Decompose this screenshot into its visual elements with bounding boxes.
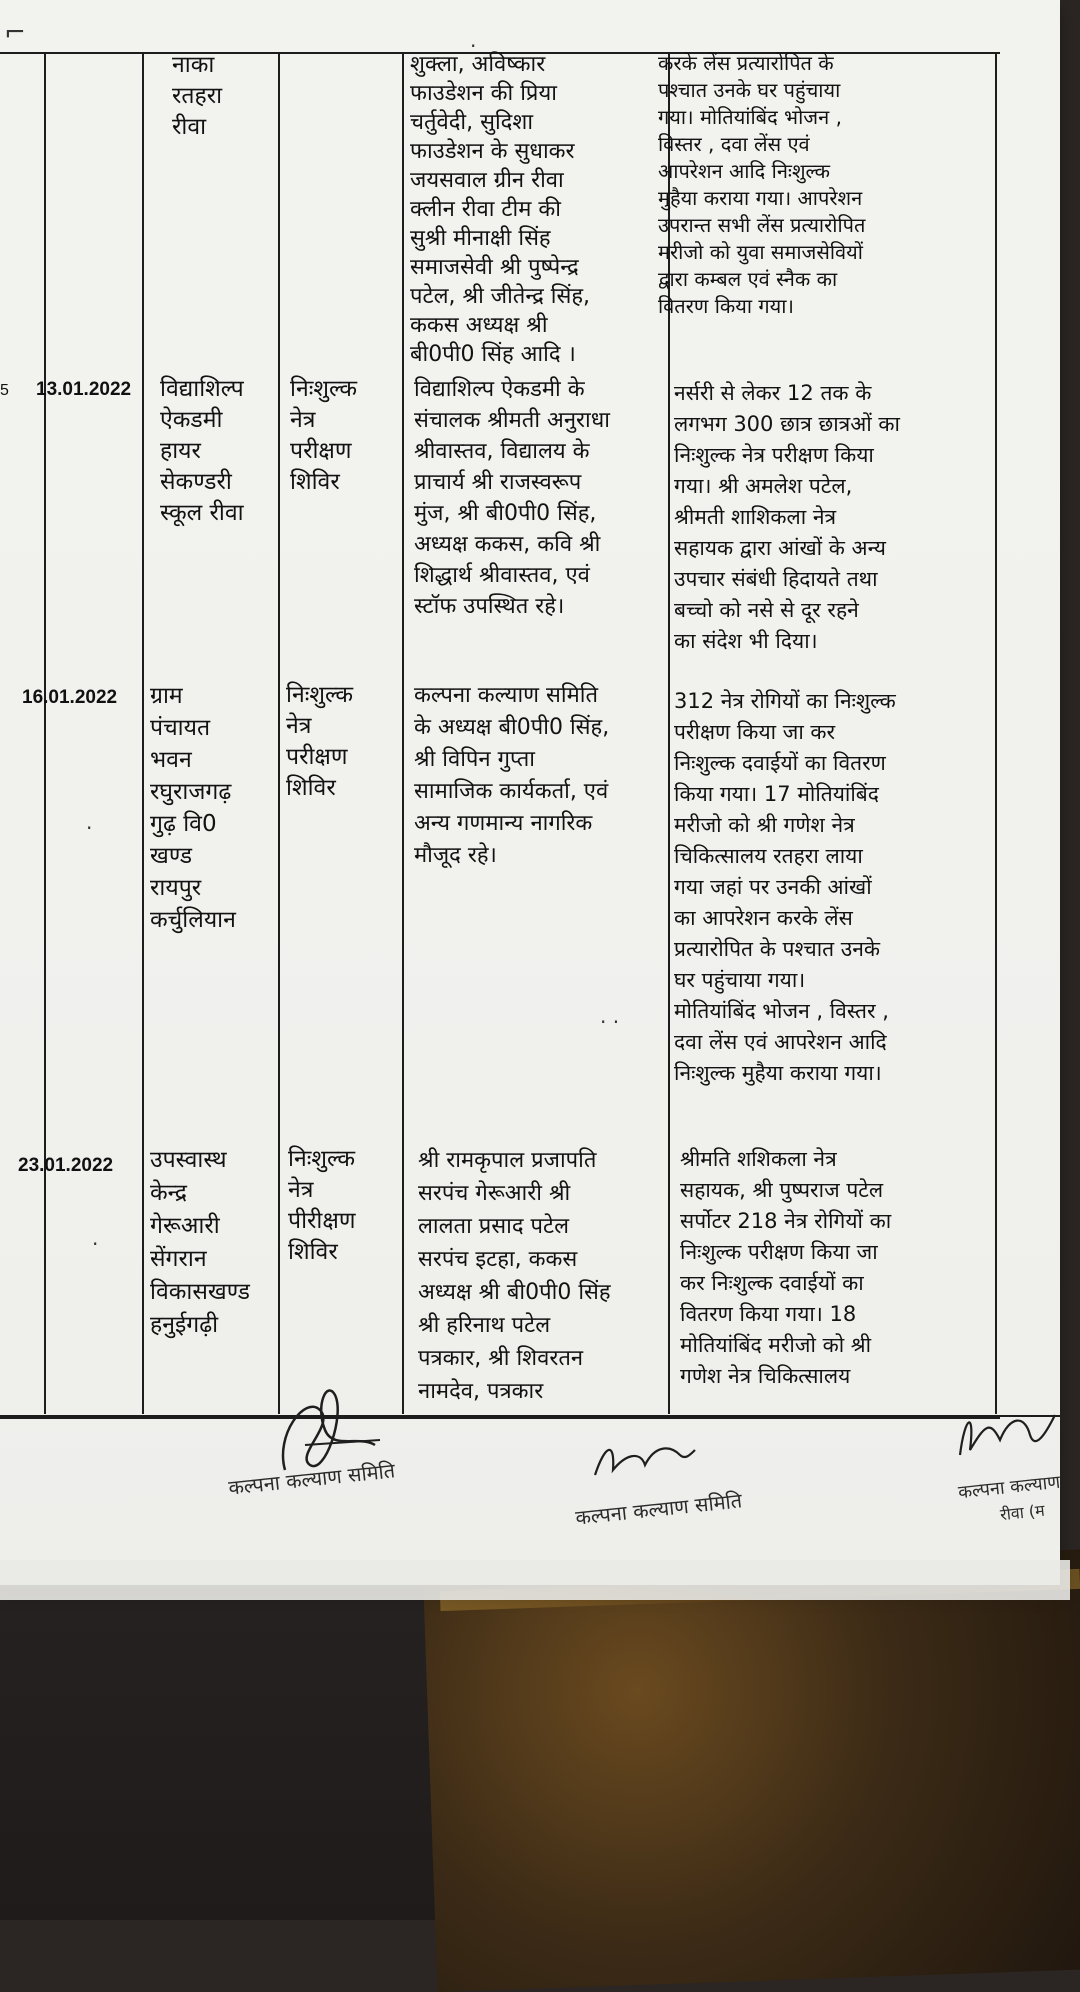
signature-left-caption: कल्पना कल्याण समिति [227, 1458, 397, 1500]
dot-mark: · [470, 34, 477, 58]
dot-mark: · [92, 1232, 99, 1256]
table-cell-activity: निःशुल्क नेत्र परीक्षण शिविर [290, 376, 358, 495]
table-cell-outcome: करके लेंस प्रत्यारोपित के पश्चात उनके घर पहुंचाया गया। मोतियांबिंद भोजन , विस्तर , दवा लेंस एवं आपरेशन आदि निःशुल्क मुहैया कराया गया। आपरेशन उपरान्त सभी लेंस प्रत्यारोपित मरीजो को युवा समाजसेवियों द्वारा कम्बल एवं स्नैक का वितरण किया गया। [658, 51, 866, 318]
table-col-line [44, 52, 46, 1414]
table-cell-outcome: नर्सरी से लेकर 12 तक के लगभग 300 छात्र छात्रओं का निःशुल्क नेत्र परीक्षण किया गया। श्री अमलेश पटेल, श्रीमती शाशिकला नेत्र सहायक द्वारा आंखों के अन्य उपचार संबंधी हिदायते तथा बच्चो को नसे से दूर रहने का संदेश भी दिया। [674, 381, 900, 653]
table-cell-participants: कल्पना कल्याण समिति के अध्यक्ष बी0पी0 सिंह, श्री विपिन गुप्ता सामाजिक कार्यकर्ता, एवं अन्य गणमान्य नागरिक मौजूद रहे। [414, 683, 610, 868]
table-cell-place: विद्याशिल्प ऐकडमी हायर सेकण्डरी स्कूल रीवा [160, 376, 244, 526]
table-cell-place: ग्राम पंचायत भवन रघुराजगढ़ गुढ़ वि0 खण्ड रायपुर कर्चुलियान [150, 683, 236, 933]
table-cell-place: नाका रतहरा रीवा [172, 52, 223, 140]
table-cell-date: 13.01.2022 [36, 379, 132, 400]
table-col-line [402, 52, 404, 1414]
table-cell-participants: विद्याशिल्प ऐकडमी के संचालक श्रीमती अनुराधा श्रीवास्तव, विद्यालय के प्राचार्य श्री राजस्वरूप मुंज, श्री बी0पी0 सिंह, अध्यक्ष ककस, कवि श्री शिद्धार्थ श्रीवास्तव, एवं स्टॉफ उपस्थित रहे। [414, 377, 610, 619]
table-col-line [995, 52, 997, 1414]
dot-mark: · · [600, 1010, 620, 1034]
signature-right [950, 1395, 1060, 1475]
table-cell-activity: निःशुल्क नेत्र पीरीक्षण शिविर [288, 1146, 356, 1265]
paper-stack-edge [0, 1560, 1070, 1600]
table-cell-date: 16.01.2022 [22, 687, 118, 708]
signature-area [0, 1415, 1060, 1575]
signature-right-sub: रीवा (म [999, 1500, 1046, 1525]
dot-mark: · [86, 816, 93, 840]
table-cell-outcome: श्रीमति शशिकला नेत्र सहायक, श्री पुष्पराज पटेल सर्पोटर 218 नेत्र रोगियों का निःशुल्क परीक्षण किया जा कर निःशुल्क दवाईयों का वितरण किया गया। 18 मोतियांबिंद मरीजो को श्री गणेश नेत्र चिकित्सालय [680, 1147, 892, 1388]
table-cell-place: उपस्वास्थ केन्द्र गेरूआरी सेंगरान विकासखण्ड हनुईगढ़ी [150, 1147, 250, 1338]
table-cell-sno: 5 [0, 382, 9, 399]
table-cell-date: 23.01.2022 [18, 1155, 114, 1176]
table-col-line [278, 52, 280, 1414]
table-cell-activity: निःशुल्क नेत्र परीक्षण शिविर [286, 682, 354, 801]
table-cell-outcome: 312 नेत्र रोगियों का निःशुल्क परीक्षण किया जा कर निःशुल्क दवाईयों का वितरण किया गया। 17 मोतियांबिंद मरीजो को श्री गणेश नेत्र चिकित्सालय रतहरा लाया गया जहां पर उनकी आंखों का आपरेशन करके लेंस प्रत्यारोपित के पश्चात उनके घर पहुंचाया गया। मोतियांबिंद भोजन , विस्तर , दवा लेंस एवं आपरेशन आदि निःशुल्क मुहैया कराया गया। [674, 689, 896, 1085]
signature-middle-caption: कल्पना कल्याण समिति [574, 1488, 744, 1530]
table-cell-participants: श्री रामकृपाल प्रजापति सरपंच गेरूआरी श्री लालता प्रसाद पटेल सरपंच इटहा, ककस अध्यक्ष श्री बी0पी0 सिंह श्री हरिनाथ पटेल पत्रकार, श्री शिवरतन नामदेव, पत्रकार [418, 1148, 611, 1404]
table-cell-participants: शुक्ला, अविष्कार फाउडेशन की प्रिया चर्तुवेदी, सुदिशा फाउडेशन के सुधाकर जयसवाल ग्रीन रीवा क्लीन रीवा टीम की सुश्री मीनाक्षी सिंह समाजसेवी श्री पुष्पेन्द्र पटेल, श्री जीतेन्द्र सिंह, ककस अध्यक्ष श्री बी0पी0 सिंह आदि । [410, 52, 591, 367]
table-col-line [142, 52, 144, 1414]
corner-mark: ⌐ [4, 18, 26, 48]
signature-right-caption: कल्पना कल्याण [957, 1471, 1062, 1504]
signature-middle [585, 1425, 705, 1495]
book-background [423, 1548, 1080, 1992]
